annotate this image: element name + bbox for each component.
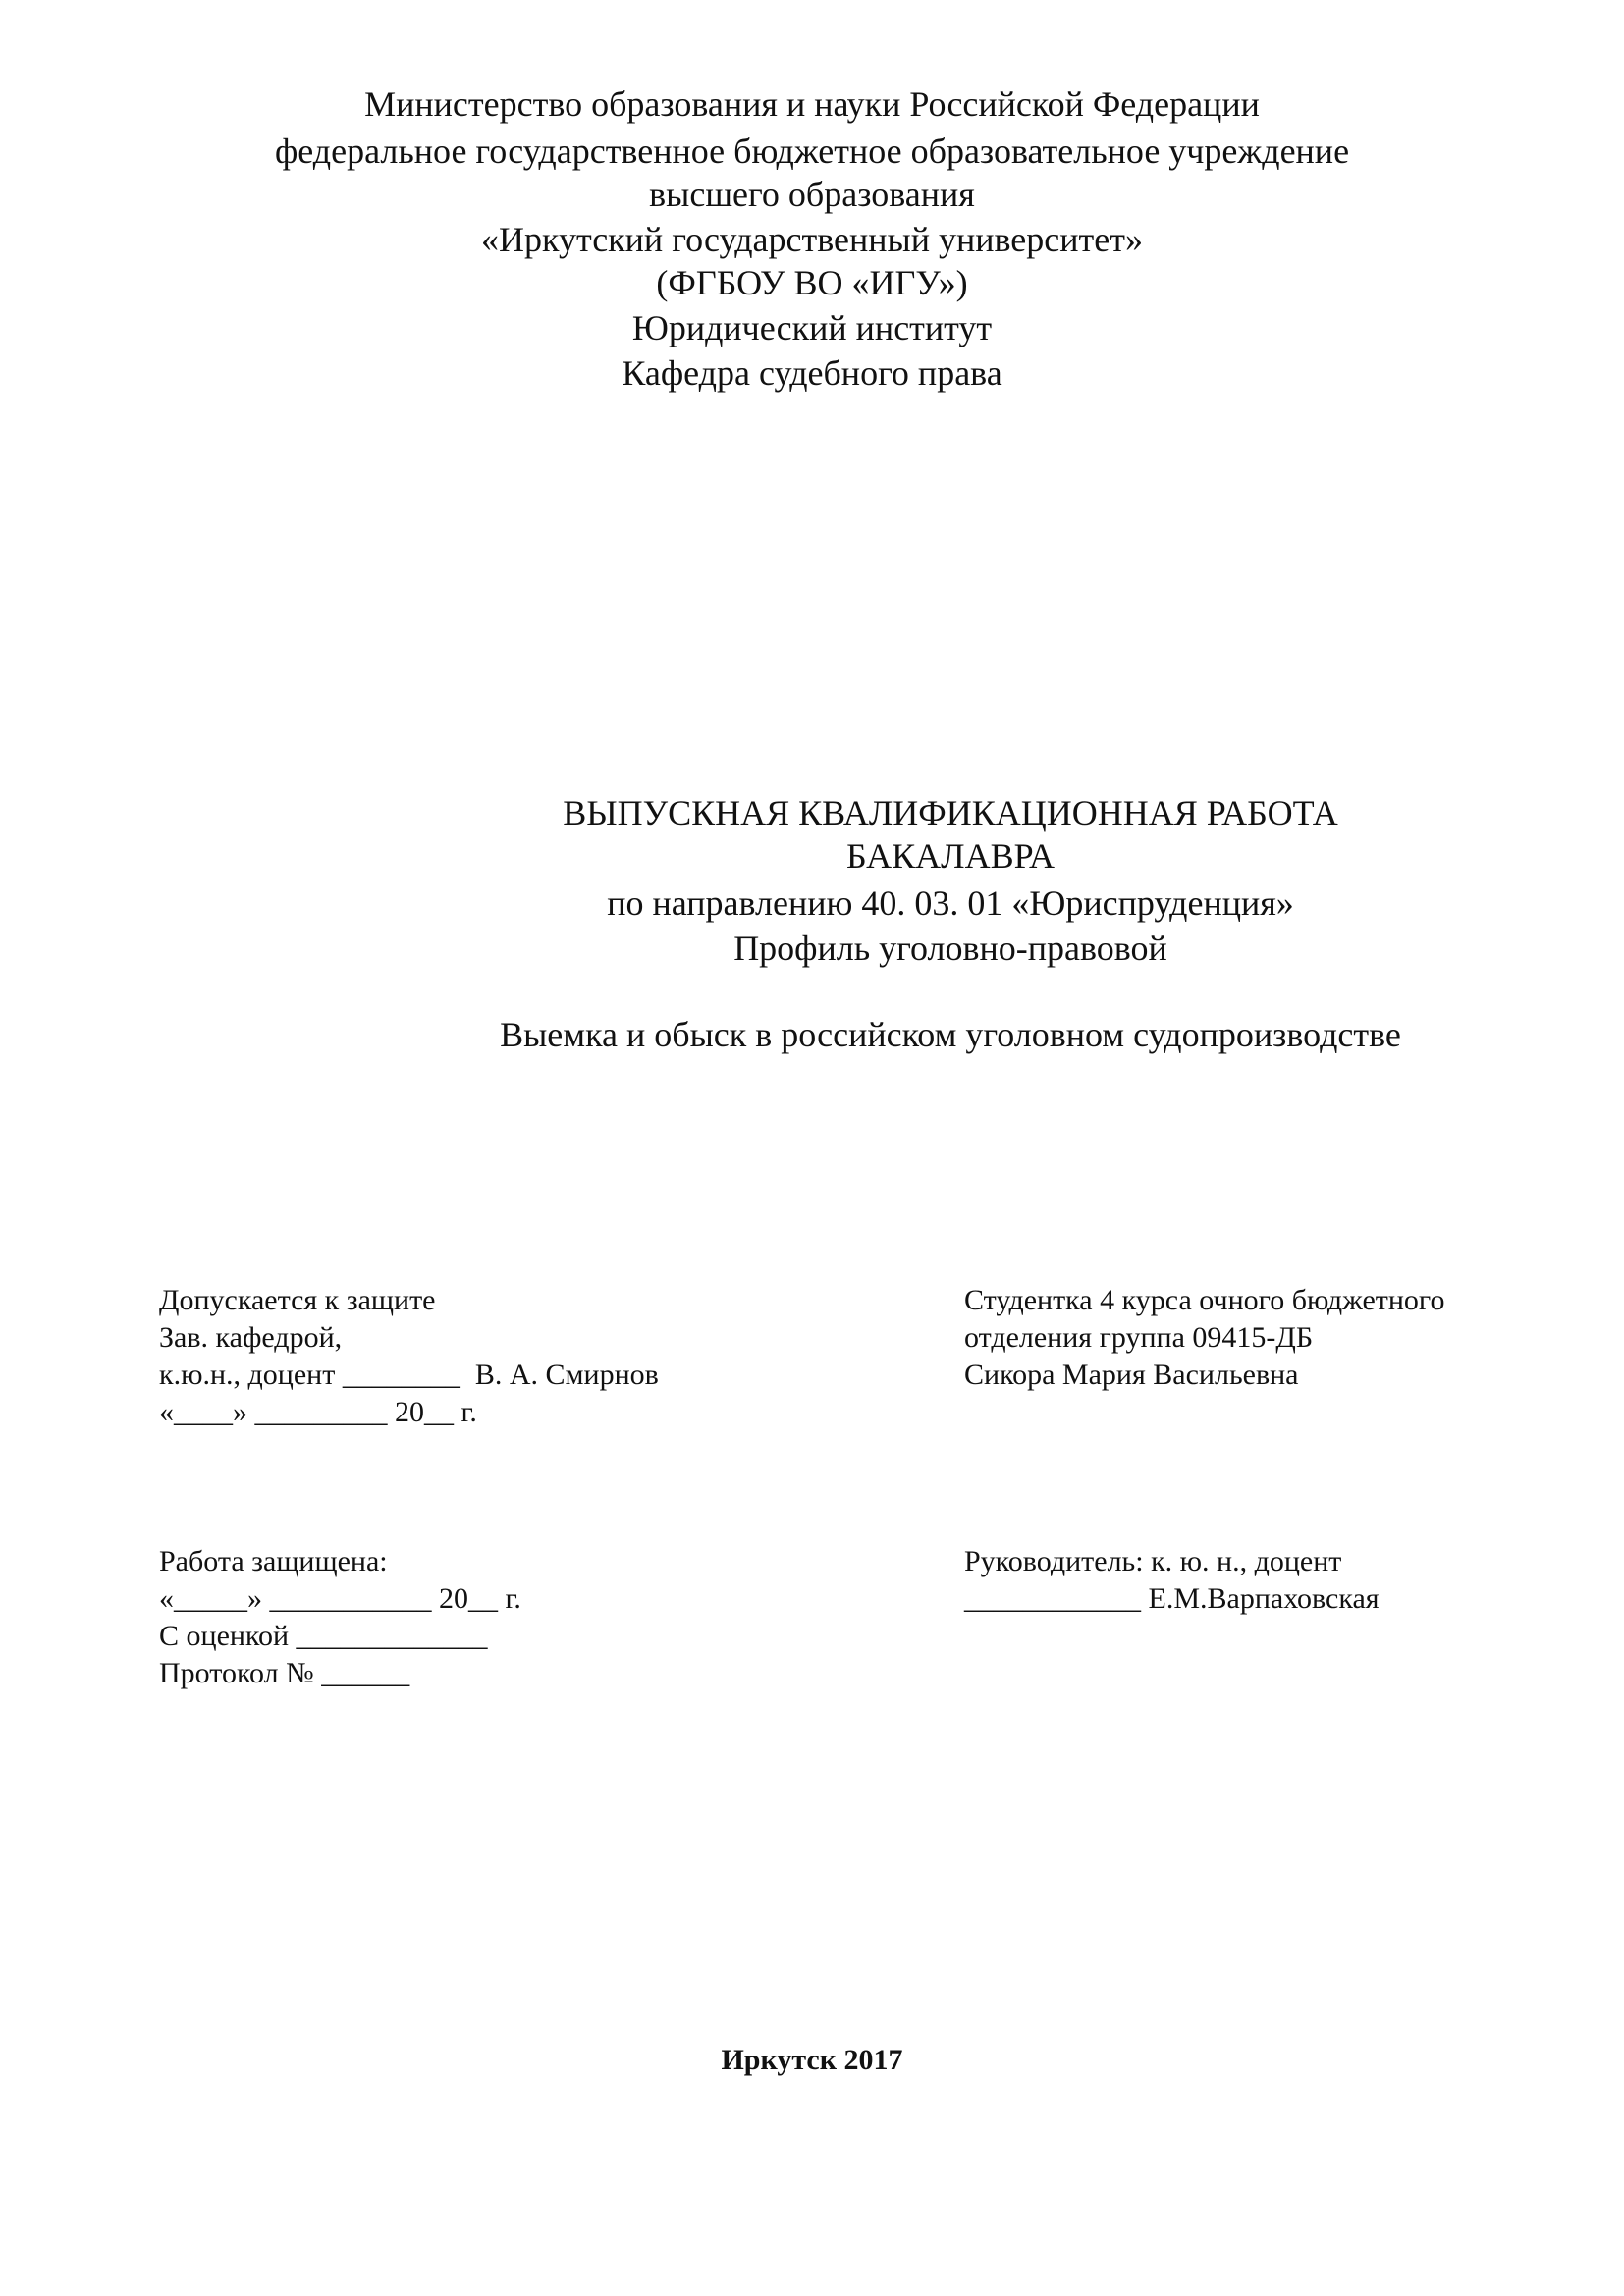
admission-line-3: к.ю.н., доцент ________ В. А. Смирнов <box>159 1359 659 1391</box>
grade-line: С оценкой _____________ <box>159 1620 488 1652</box>
student-line-1: Студентка 4 курса очного бюджетного <box>964 1284 1445 1316</box>
department-line: Кафедра судебного права <box>622 353 1002 393</box>
student-line-2: отделения группа 09415-ДБ <box>964 1321 1314 1354</box>
work-type-line1: ВЫПУСКНАЯ КВАЛИФИКАЦИОННАЯ РАБОТА <box>563 793 1338 832</box>
defense-date-line: «_____» ___________ 20__ г. <box>159 1582 521 1615</box>
institution-type-line: федеральное государственное бюджетное образовательное учреждение <box>274 132 1350 171</box>
defense-line-1: Работа защищена: <box>159 1545 388 1577</box>
profile-line: Профиль уголовно-правовой <box>733 929 1167 968</box>
university-abbr-line: (ФГБОУ ВО «ИГУ») <box>656 263 968 302</box>
work-type-line2: БАКАЛАВРА <box>845 836 1056 876</box>
city-year: Иркутск 2017 <box>721 2044 903 2076</box>
ministry-line: Министерство образования и науки Российской Федерации <box>364 84 1260 124</box>
student-name: Сикора Мария Васильевна <box>964 1359 1299 1391</box>
admission-line-2: Зав. кафедрой, <box>159 1321 343 1354</box>
protocol-line: Протокол № ______ <box>159 1657 410 1689</box>
education-level-line: высшего образования <box>649 175 975 214</box>
work-title: Выемка и обыск в российском уголовном судопроизводстве <box>500 1015 1401 1054</box>
admission-line-1: Допускается к защите <box>159 1284 436 1316</box>
university-name-line: «Иркутский государственный университет» <box>481 220 1143 259</box>
supervisor-name: ____________ Е.М.Варпаховская <box>964 1582 1380 1615</box>
institute-line: Юридический институт <box>631 308 993 347</box>
supervisor-line-1: Руководитель: к. ю. н., доцент <box>964 1545 1342 1577</box>
admission-date-line: «____» _________ 20__ г. <box>159 1396 477 1428</box>
direction-line: по направлению 40. 03. 01 «Юриспруденция» <box>607 883 1294 923</box>
